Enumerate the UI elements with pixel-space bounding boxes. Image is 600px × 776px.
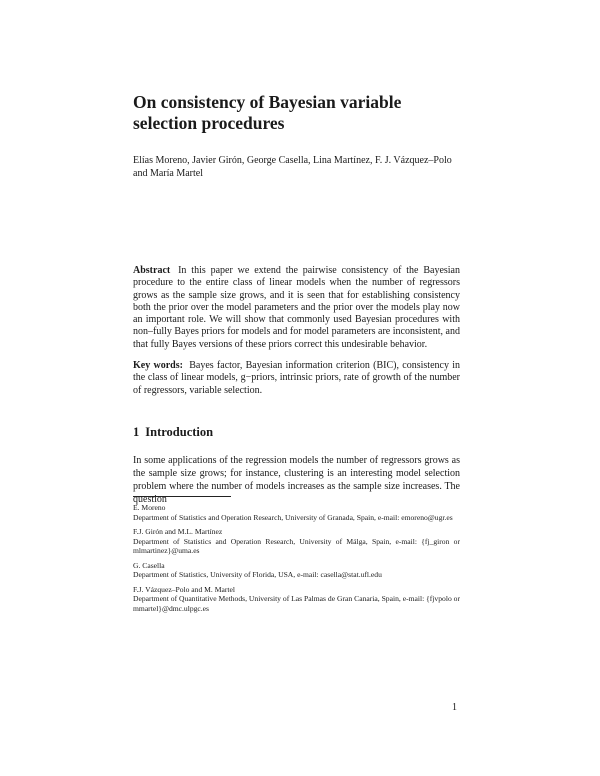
abstract-text: In this paper we extend the pairwise consistency of the Bayesian procedure to the entire class of linear models when the number of regressors grows as the sample size grows, and it is seen that for establishing consistency both the prior over the model parameters and the prior over the models play now an important role. We will show that commonly used Bayesian procedures with non–fully Bayes priors for models and for model parameters are inconsistent, and that fully Bayes versions of these priors correct this undesirable behavior.: [133, 265, 460, 350]
affiliation-names: E. Moreno: [133, 503, 166, 512]
intro-paragraph: In some applications of the regression models the number of regressors grows as the sample size grows; for instance, clustering is an interesting model selection problem where the number of models increases as the sample size increases. The question: [133, 455, 460, 505]
affiliation: [133, 503, 460, 522]
authors-line-2: and María Martel: [133, 167, 203, 179]
affiliation-address: Department of Quantitative Methods, University of Las Palmas de Gran Canaria, Spain, e-mail: {fjvpolo or mmartel}@dmc.ulpgc.es: [133, 594, 460, 613]
affiliation-address: Department of Statistics, University of Florida, USA, e-mail: casella@stat.ufl.edu: [133, 570, 382, 580]
section-title: Introduction: [145, 425, 214, 439]
abstract: [133, 265, 460, 351]
affiliation-address: Department of Statistics and Operation Research, University of Málga, Spain, e-mail: {fj_giron or mlmartinez}@uma.es: [133, 536, 460, 556]
footnote-rule: [133, 496, 231, 497]
affiliation-names: F.J. Vázquez–Polo and M. Martel: [133, 584, 235, 594]
affiliation: [133, 585, 460, 614]
affiliation-address: Department of Statistics and Operation Research, University of Granada, Spain, e-mail: emoreno@ugr.es: [133, 512, 453, 522]
paper-title: On consistency of Bayesian variable selection procedures: [133, 92, 402, 133]
abstract-label: Abstract: [133, 265, 171, 276]
keywords: [133, 360, 460, 397]
affiliation: [133, 561, 460, 580]
affiliations: [133, 503, 460, 618]
page-number: 1: [452, 702, 457, 713]
keywords-label: Key words:: [133, 360, 183, 371]
keywords-text: Bayes factor, Bayesian information criterion (BIC), consistency in the class of linear models, g−priors, intrinsic priors, rate of growth of the number of regressors, variable selection.: [133, 360, 460, 396]
affiliation-names: G. Casella: [133, 560, 165, 570]
affiliation: [133, 527, 460, 556]
affiliation-names: F.J. Girón and M.L. Martínez: [133, 526, 223, 536]
author-list: [133, 155, 460, 180]
authors-line-1: Elías Moreno, Javier Girón, George Casella, Lina Martínez, F. J. Vázquez–Polo: [133, 155, 452, 166]
section-number: 1: [133, 425, 140, 439]
section-heading: [133, 425, 460, 439]
